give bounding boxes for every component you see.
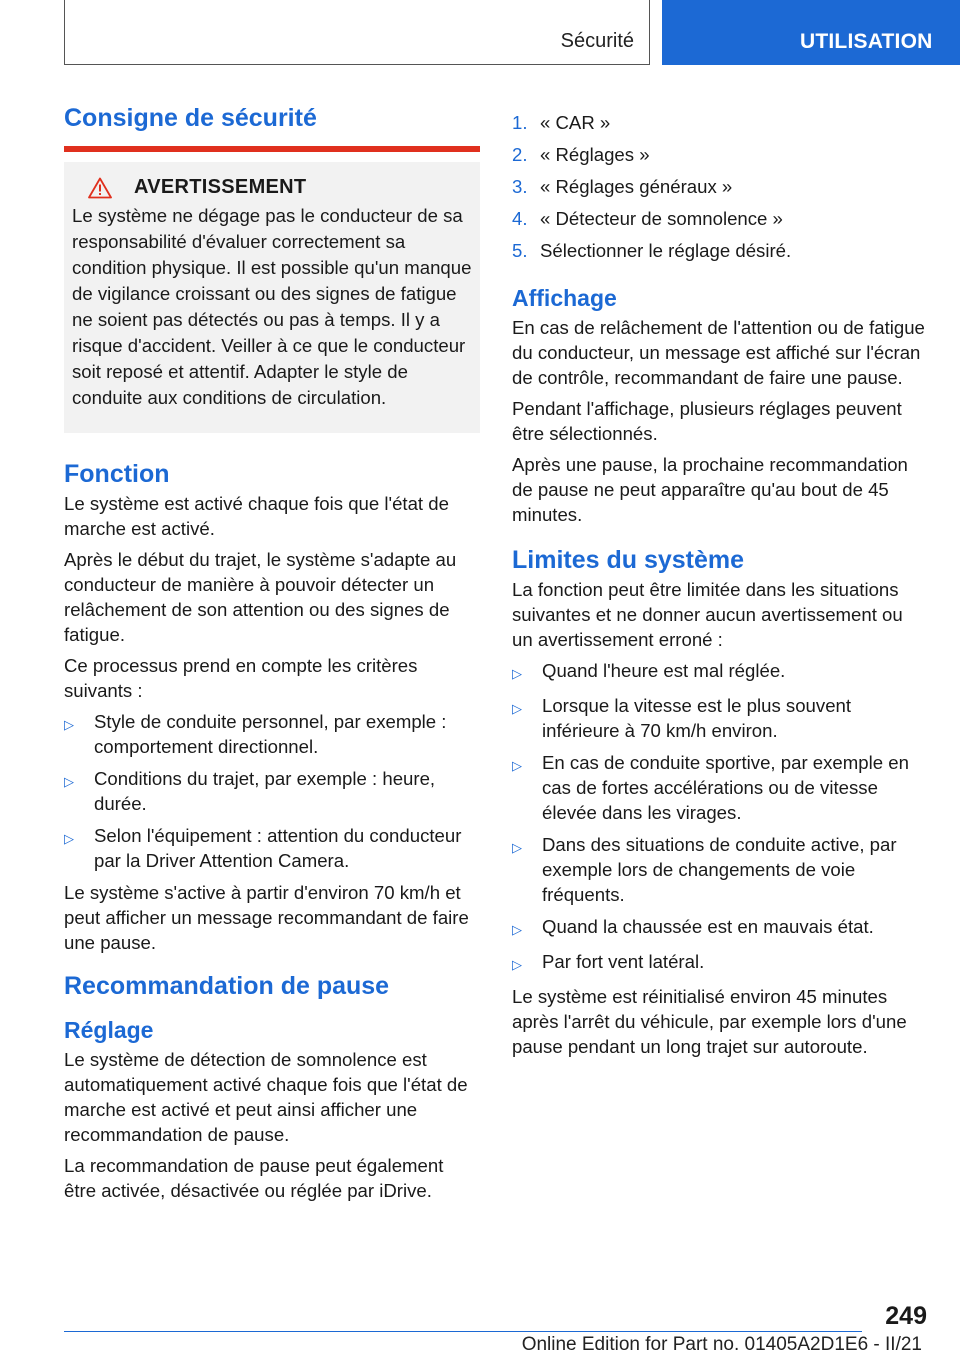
list-item: ▷ En cas de conduite sportive, par exemple en cas de fortes accélérations ou de vitesse élevée dans les virages.	[512, 752, 909, 823]
paragraph: Le système est réinitialisé environ 45 minutes après l'arrêt du véhicule, par exemple lors d'une pause pendant un long trajet sur autoroute.	[512, 986, 907, 1057]
paragraph: Le système s'active à partir d'environ 70 km/h et peut afficher un message recommandant de faire une pause.	[64, 882, 469, 953]
list-item: ▷ Quand la chaussée est en mauvais état.	[512, 914, 926, 942]
paragraph: Après une pause, la prochaine recommandation de pause ne peut apparaître qu'au bout de 45 minutes.	[512, 454, 908, 525]
warning-header	[72, 176, 472, 199]
triangle-bullet-icon: ▷	[512, 957, 522, 972]
limits-list	[512, 658, 926, 977]
paragraph: La recommandation de pause peut également être activée, désactivée ou réglée par iDrive.	[64, 1155, 444, 1201]
list-item: ▷ Conditions du trajet, par exemple : heure, durée.	[64, 768, 436, 814]
heading-fonction: Fonction	[64, 460, 170, 488]
page-number: 249	[885, 1302, 927, 1330]
header-section-title: Sécurité	[560, 30, 634, 52]
triangle-bullet-icon: ▷	[512, 922, 522, 937]
paragraph: En cas de relâchement de l'attention ou de fatigue du conducteur, un message est affiché sur l'écran de contrôle, recommandant de faire une pause.	[512, 317, 925, 388]
step-item: 3. « Réglages généraux »	[512, 176, 733, 197]
heading-recommandation: Recommandation de pause	[64, 972, 390, 1000]
warning-text: Le système ne dégage pas le conducteur de sa responsabilité d'évaluer correctement sa condition physique. Il est possible qu'un manque de vigilance croissant ou des signes de fatigue ne soient pas détectés ou pas à temps. Il y a risque d'accident. Veiller à ce que le conducteur soit reposé et attentif. Adapter le style de conduite aux conditions de circulation.	[72, 205, 472, 408]
right-column	[512, 100, 926, 1065]
header-chapter-tab: UTILISATION	[662, 0, 960, 65]
section-title: Consigne de sécurité	[64, 104, 317, 132]
triangle-bullet-icon: ▷	[64, 717, 74, 732]
list-item: ▷ Quand l'heure est mal réglée.	[512, 658, 926, 686]
footer-rule	[64, 1331, 862, 1332]
triangle-bullet-icon: ▷	[512, 666, 522, 681]
warning-box	[64, 162, 480, 433]
criteria-list	[64, 709, 480, 873]
paragraph: Ce processus prend en compte les critères suivants :	[64, 655, 418, 701]
subheading-affichage: Affichage	[512, 285, 617, 311]
step-item: 4. « Détecteur de somnolence »	[512, 208, 783, 229]
warning-triangle-icon	[88, 177, 112, 199]
subheading-reglage: Réglage	[64, 1017, 154, 1043]
list-item: ▷ Style de conduite personnel, par exemple : comportement directionnel.	[64, 711, 447, 757]
warning-title: AVERTISSEMENT	[134, 176, 307, 198]
step-item: 1. « CAR »	[512, 112, 611, 133]
list-item: ▷ Selon l'équipement : attention du conducteur par la Driver Attention Camera.	[64, 825, 462, 871]
red-rule	[64, 146, 480, 152]
list-item: ▷ Dans des situations de conduite active, par exemple lors de changements de voie fréquents.	[512, 834, 897, 905]
triangle-bullet-icon: ▷	[512, 758, 522, 773]
list-item: ▷ Lorsque la vitesse est le plus souvent inférieure à 70 km/h environ.	[512, 695, 852, 741]
step-item: 5. Sélectionner le réglage désiré.	[512, 240, 792, 261]
paragraph: Le système de détection de somnolence est automatiquement activé chaque fois que l'état de marche est activé et peut ainsi afficher une recommandation de pause.	[64, 1049, 468, 1145]
left-column	[64, 100, 480, 1209]
paragraph: Après le début du trajet, le système s'adapte au conducteur de manière à pouvoir détecter un relâchement de son attention ou des signes de fatigue.	[64, 549, 457, 645]
settings-steps	[512, 110, 926, 263]
triangle-bullet-icon: ▷	[64, 831, 74, 846]
heading-limites: Limites du système	[512, 546, 745, 574]
triangle-bullet-icon: ▷	[512, 701, 522, 716]
triangle-bullet-icon: ▷	[64, 774, 74, 789]
list-item: ▷ Par fort vent latéral.	[512, 949, 926, 977]
paragraph: Le système est activé chaque fois que l'état de marche est activé.	[64, 493, 449, 539]
step-item: 2. « Réglages »	[512, 144, 650, 165]
paragraph: La fonction peut être limitée dans les situations suivantes et ne donner aucun avertissement ou un avertissement erroné :	[512, 579, 903, 650]
triangle-bullet-icon: ▷	[512, 840, 522, 855]
footer-edition: Online Edition for Part no. 01405A2D1E6 - II/21	[521, 1334, 922, 1355]
paragraph: Pendant l'affichage, plusieurs réglages peuvent être sélectionnés.	[512, 398, 902, 444]
